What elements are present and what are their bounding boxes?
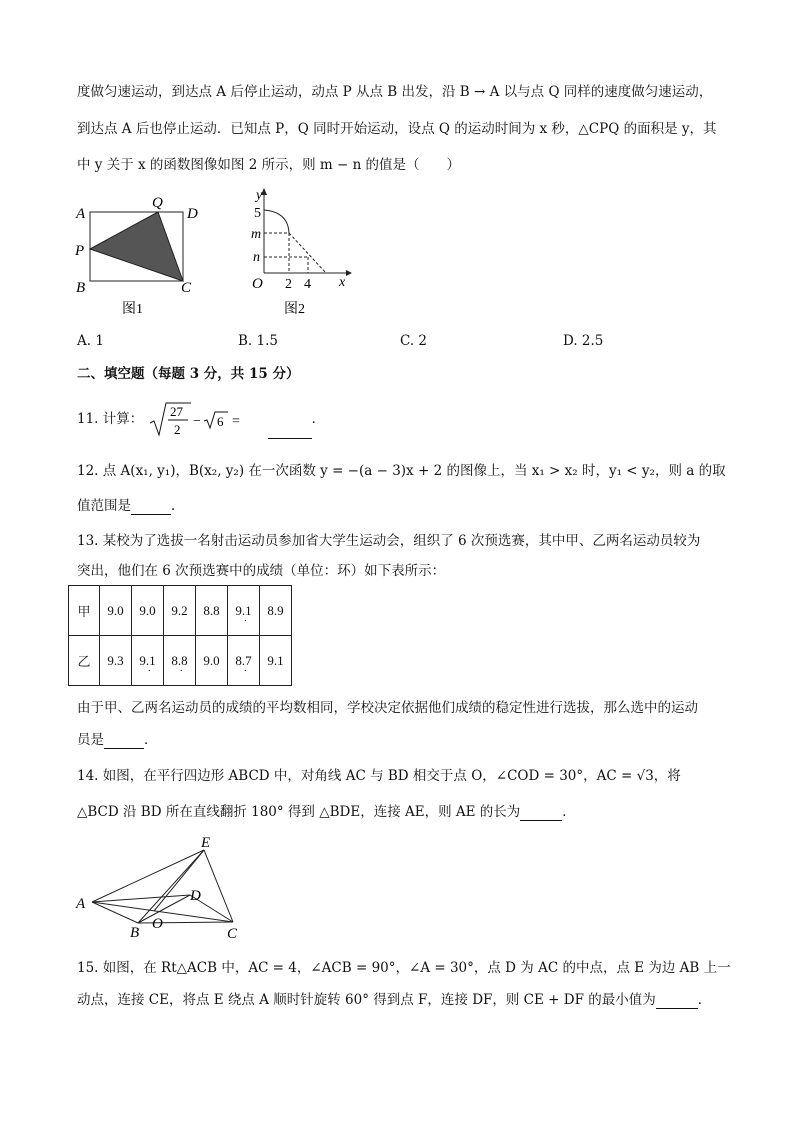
table-cell: 9.1 · [228, 586, 260, 636]
table-row-label: 甲 [69, 586, 100, 636]
fig1-label-a: A [76, 206, 86, 222]
table-row-jia [69, 586, 292, 636]
table-cell-value: 9.1 [235, 602, 252, 618]
q10-line-3: 中 y 关于 x 的函数图像如图 2 所示，则 m − n 的值是（ ） [77, 157, 461, 173]
q14-label-d: D [190, 888, 201, 904]
fig2-label-5: 5 [254, 206, 261, 221]
q14-end: ． [562, 804, 576, 820]
table-cell: 9.0 [132, 586, 164, 636]
figure-1-rectangle [70, 192, 220, 320]
table-cell: 9.2 [164, 586, 196, 636]
table-cell: 8.7 · [228, 636, 260, 686]
q11-minus: − [192, 413, 201, 429]
table-cell-value: 8.8 [171, 652, 188, 668]
fig1-label-b: B [76, 280, 86, 296]
q13-answer-blank[interactable] [104, 734, 144, 749]
fig2-label-2: 2 [285, 277, 292, 292]
table-cell: 9.0 [196, 636, 228, 686]
q15-line-2 [77, 991, 711, 1009]
table-cell: 9.1 · [132, 636, 164, 686]
q12-line-1: 12. 点 A(x₁, y₁)，B(x₂, y₂) 在一次函数 y = −(a − 3)x + 2 的图像上，当 x₁ > x₂ 时，y₁ < y₂，则 a 的取 [77, 463, 726, 479]
q11-denominator: 2 [173, 421, 181, 437]
q13-line-2: 突出，他们在 6 次预选赛中的成绩（单位：环）如下表所示： [77, 563, 446, 579]
q14-label-a: A [76, 896, 86, 912]
q14-line-1: 14. 如图，在平行四边形 ABCD 中，对角线 AC 与 BD 相交于点 O，∠COD = 30°，AC = √3，将 [77, 768, 681, 784]
fig2-label-o: O [252, 276, 263, 292]
fig1-label-d: D [187, 206, 198, 222]
choice-a[interactable]: A. 1 [77, 333, 104, 349]
q11-prefix: 11. 计算： [77, 411, 144, 427]
q12-answer-blank[interactable] [131, 500, 171, 515]
q11-end: ． [311, 411, 326, 427]
fig1-caption: 图1 [122, 302, 143, 317]
choice-b[interactable]: B. 1.5 [238, 333, 278, 349]
section-2-title: 二、填空题（每题 3 分，共 15 分） [77, 366, 300, 382]
q15-answer-blank[interactable] [656, 994, 698, 1009]
fig2-caption: 图2 [284, 302, 305, 317]
figure-2-graph [248, 185, 358, 320]
q14-label-e: E [201, 835, 211, 851]
q15-line-2-text: 动点，连接 CE，将点 E 绕点 A 顺时针旋转 60° 得到点 F，连接 DF，则 CE + DF 的最小值为 [77, 992, 656, 1008]
table-cell: 9.0 [100, 586, 132, 636]
table-cell: 9.3 [100, 636, 132, 686]
q14-figure [70, 832, 255, 944]
q11-answer-blank[interactable] [268, 424, 312, 439]
fig2-label-x: x [339, 275, 346, 290]
q11-six: 6 [216, 413, 224, 429]
table-cell-value: 8.7 [235, 652, 252, 668]
table-cell: 9.1 [260, 636, 292, 686]
q10-line-1: 度做匀速运动，到达点 A 后停止运动，动点 P 从点 B 出发，沿 B → A 以与点 Q 同样的速度做匀速运动， [77, 84, 713, 100]
q14-label-c: C [227, 926, 238, 942]
q13-line-4-text: 员是 [77, 732, 104, 748]
fig1-label-c: C [181, 280, 192, 296]
q11 [77, 400, 325, 438]
fig1-label-p: P [75, 243, 85, 259]
choice-d[interactable]: D. 2.5 [563, 333, 604, 349]
table-cell: 8.8 [196, 586, 228, 636]
q14-line-2-text: △BCD 沿 BD 所在直线翻折 180° 得到 △BDE，连接 AE，则 AE 的长为 [77, 804, 521, 820]
table-cell: 8.8 · [164, 636, 196, 686]
q14-answer-blank[interactable] [520, 806, 562, 821]
q11-equals: = [231, 413, 240, 429]
q11-expression [148, 401, 268, 439]
q12-end: ． [171, 498, 185, 514]
q15-line-1: 15. 如图，在 Rt△ACB 中，AC = 4，∠ACB = 90°，∠A = 30°，点 D 为 AC 的中点，点 E 为边 AB 上一 [77, 960, 731, 976]
q11-numerator: 27 [169, 403, 183, 419]
q12-line-2-text: 值范围是 [77, 498, 131, 514]
table-row-yi [69, 636, 292, 686]
fig2-label-y: y [256, 188, 263, 203]
table-row-label: 乙 [69, 636, 100, 686]
q15-end: ． [697, 992, 712, 1008]
q14-label-o: O [152, 916, 163, 932]
choice-c[interactable]: C. 2 [400, 333, 428, 349]
fig2-label-4: 4 [304, 277, 311, 292]
fig2-label-m: m [251, 227, 262, 242]
q14-line-2 [77, 803, 576, 821]
fig1-label-q: Q [152, 195, 163, 211]
q13-line-4 [77, 731, 158, 749]
fig2-label-n: n [253, 250, 260, 265]
q13-end: ． [144, 732, 158, 748]
table-cell-value: 9.1 [139, 652, 156, 668]
table-cell: 8.9 [260, 586, 292, 636]
q14-label-b: B [130, 925, 140, 941]
q10-line-2: 到达点 A 后也停止运动．已知点 P，Q 同时开始运动，设点 Q 的运动时间为 x 秒，△CPQ 的面积是 y，其 [77, 121, 717, 137]
q13-score-table [68, 585, 292, 686]
q13-line-1: 13. 某校为了选拔一名射击运动员参加省大学生运动会，组织了 6 次预选赛，其中甲、乙两名运动员较为 [77, 533, 701, 549]
q12-line-2 [77, 497, 185, 515]
q13-line-3: 由于甲、乙两名运动员的成绩的平均数相同，学校决定依据他们成绩的稳定性进行选拔，那么选中的运动 [77, 700, 698, 716]
